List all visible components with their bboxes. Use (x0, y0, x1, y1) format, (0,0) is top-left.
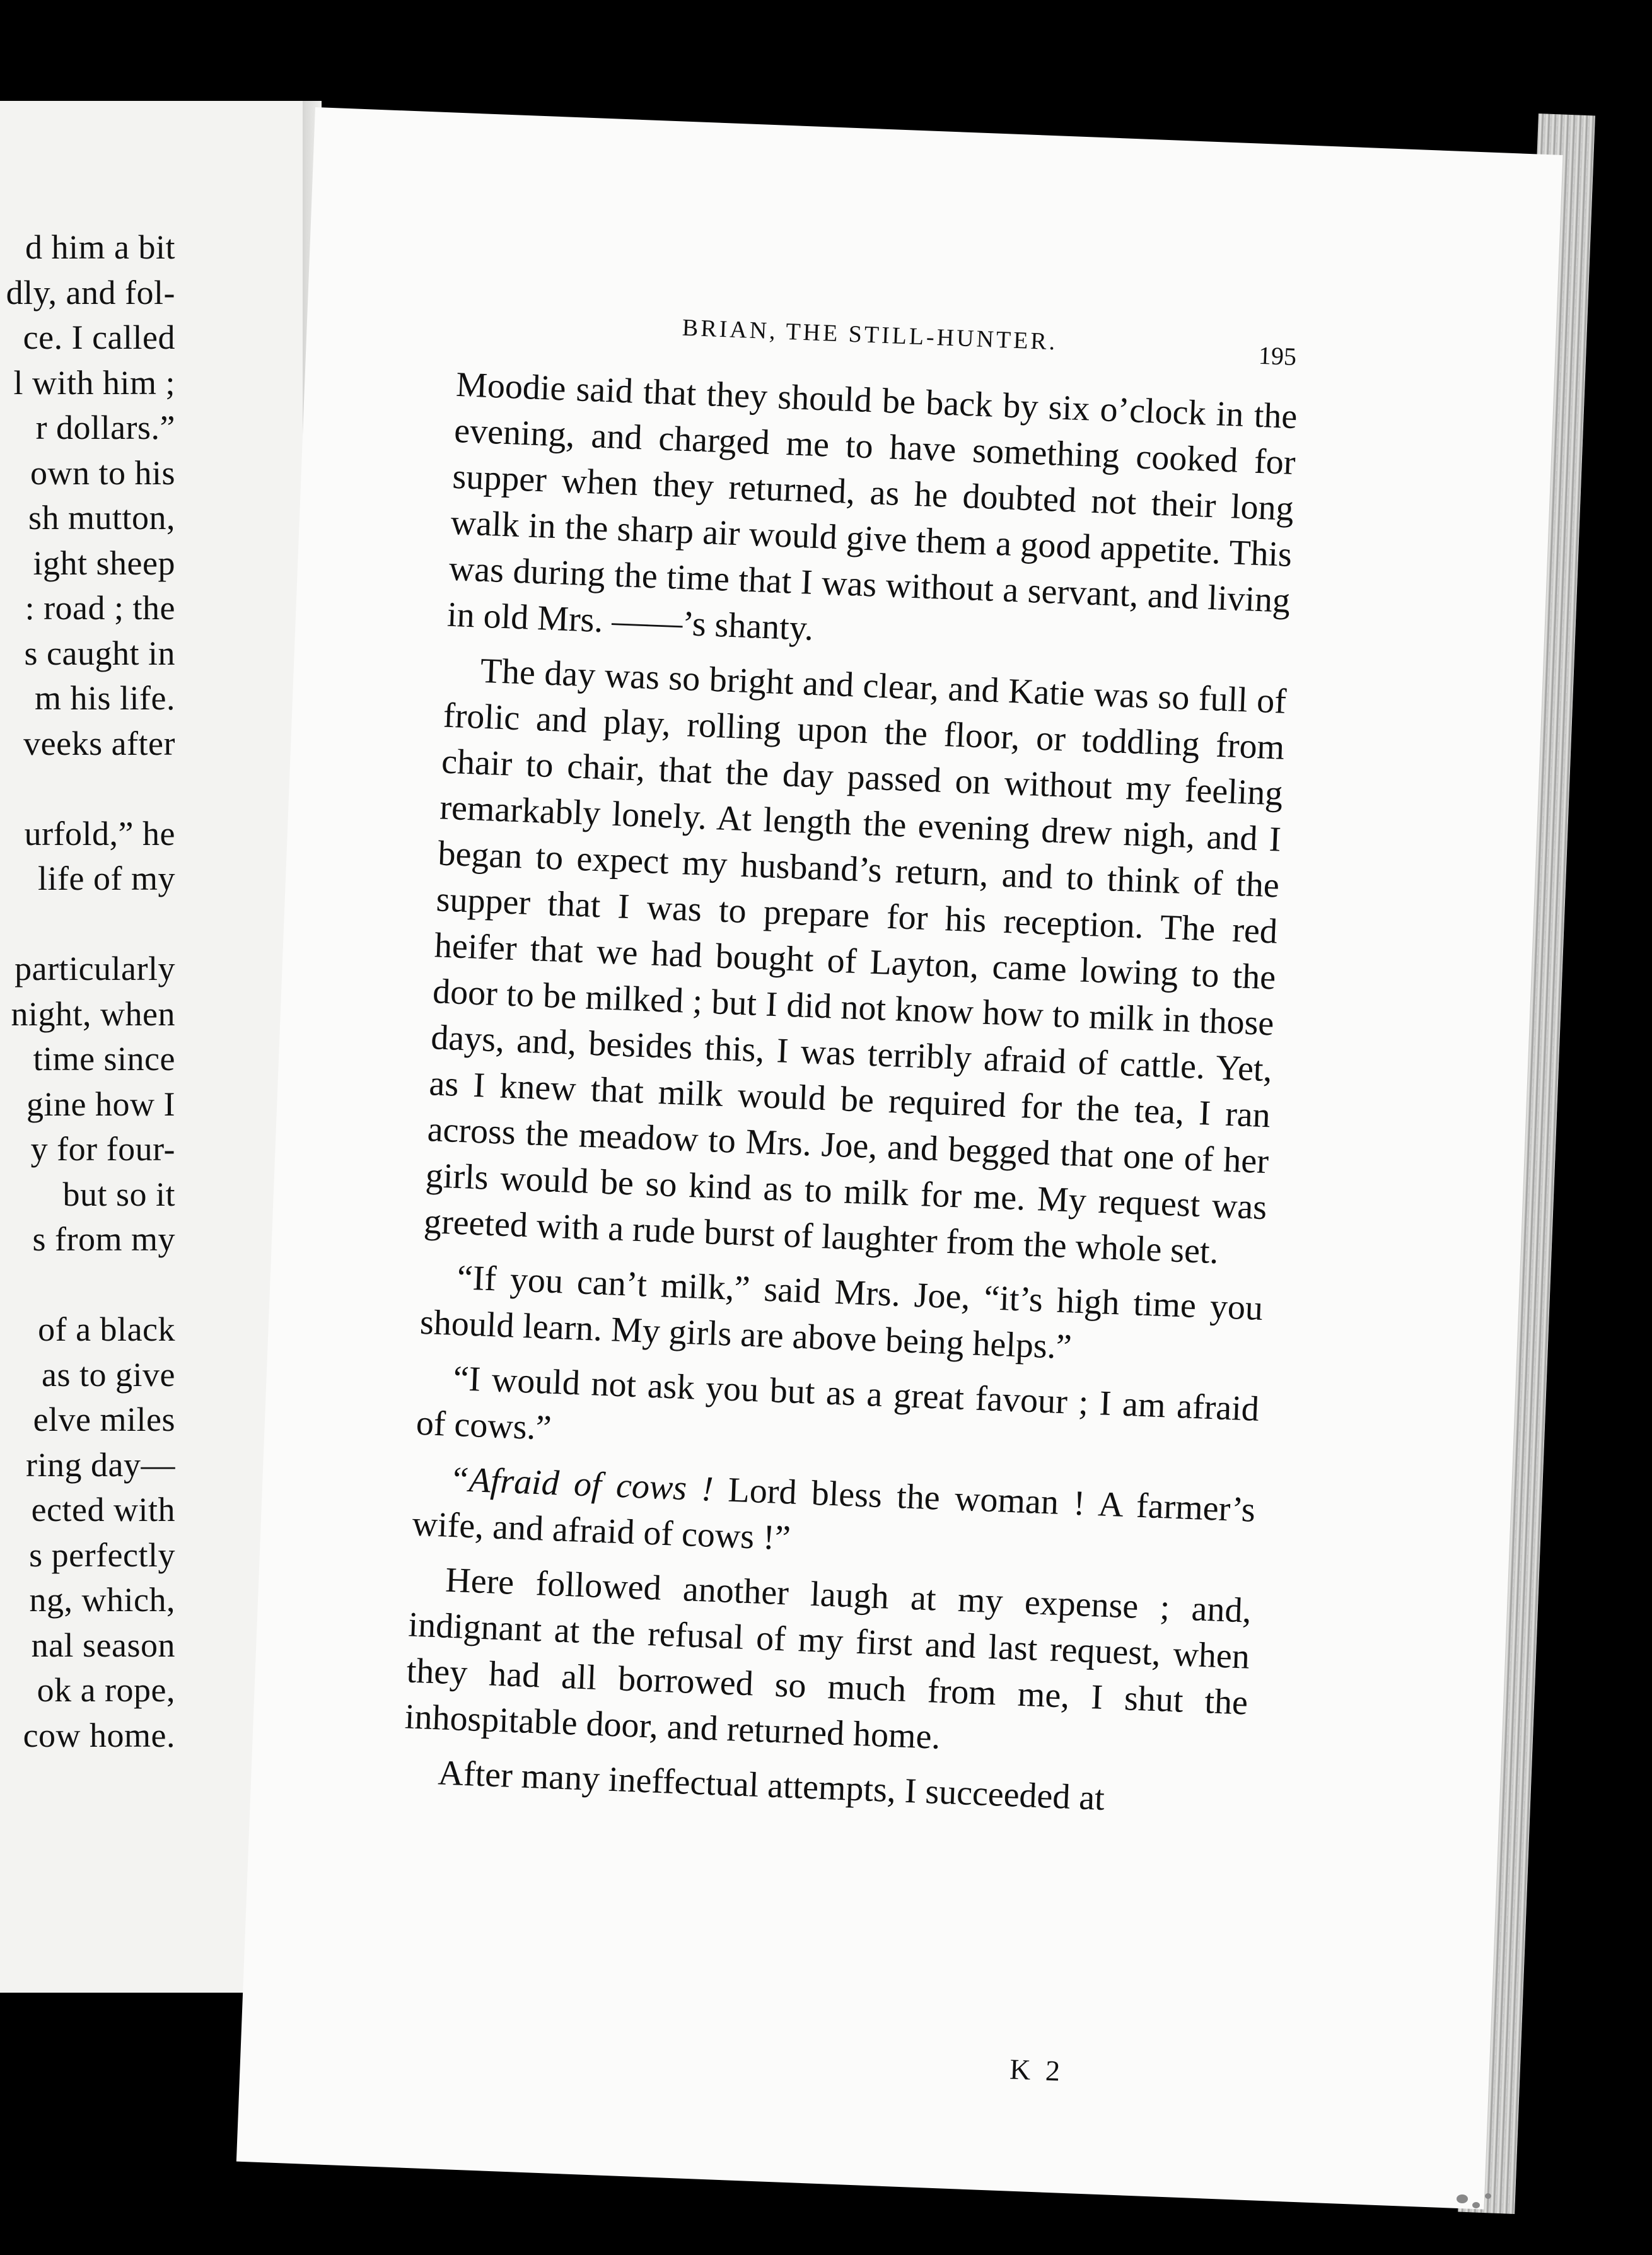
paragraph: Moodie said that they should be back by six o’clock in the evening, and charged me to have something cooked for supper when they returned, as he doubted not their long walk in the sharp air would give them a good appetite. This was during the time that I was without a servant, and living in old Mrs. ——’s shanty. (446, 364, 1298, 648)
running-head: BRIAN, THE STILL-HUNTER. (682, 314, 1058, 356)
page-number: 195 (1258, 341, 1297, 371)
paragraph: “If you can’t milk,” said Mrs. Joe, “it’s high time you should learn. My girls are above being helps.” (419, 1258, 1264, 1367)
left-page-line: gine how I (26, 1085, 175, 1123)
left-page-line: as to give (42, 1355, 175, 1394)
paragraph: After many ineffectual attempts, I succeeded at (437, 1753, 1105, 1819)
paragraph: The day was so bright and clear, and Katie was so full of frolic and play, rolling upon the floor, or toddling from chair to chair, that the day passed on without my feeling remarkably lonely. At length the evening drew nigh, and I began to expect my husband’s return, and to think of the supper that I was to prepare for his reception. The red heifer that we had bought of Layton, came lowing to the door to be milked ; but I did not know how to milk in those days, and, besides this, I was terribly afraid of cattle. Yet, as I knew that milk would be required for the tea, I ran across the meadow to Mrs. Joe, and begged that one of her girls would be so kind as to milk for me. My request was greeted with a rude burst of laughter from the whole set. (423, 651, 1288, 1272)
dust-speck (1457, 2194, 1468, 2203)
left-page-line: dly, and fol- (6, 273, 175, 312)
left-page-line: d him a bit (25, 228, 175, 266)
left-page-line: y for four- (30, 1130, 175, 1168)
left-page-line: own to his (30, 453, 175, 492)
left-page-line: ring day— (26, 1445, 175, 1484)
left-page-line: ok a rope, (37, 1671, 175, 1709)
left-page-line: cow home. (23, 1716, 175, 1754)
left-page-line: s perfectly (29, 1535, 175, 1574)
right-page (236, 107, 1563, 2210)
quote-continuation: Lord bless the woman ! A farmer’s wife, and afraid of cows !” (411, 1469, 1256, 1558)
left-page-line: s from my (32, 1220, 175, 1258)
left-page-line: : road ; the (25, 589, 175, 627)
left-page-line: ce. I called (23, 318, 175, 356)
left-page-line: s caught in (24, 634, 175, 672)
paragraph: Here followed another laugh at my expense ; and, indignant at the refusal of my first and last request, when they had all borrowed so much from me, I shut the inhospitable door, and returned home. (404, 1560, 1252, 1757)
left-page-line: m his life. (35, 679, 175, 717)
left-page-line: l with him ; (13, 363, 175, 402)
left-page-line: ected with (31, 1491, 175, 1529)
left-page-line: particularly (15, 950, 175, 988)
left-page-line: of a black (38, 1310, 175, 1348)
left-page-line: elve miles (33, 1401, 175, 1438)
left-page-line: sh mutton, (28, 499, 175, 537)
signature-mark: K 2 (1009, 2053, 1065, 2087)
left-page-line: ight sheep (33, 544, 175, 582)
left-page-line: nal season (31, 1626, 175, 1664)
italic-quote: “Afraid of cows ! (448, 1459, 714, 1509)
body-text (402, 362, 1298, 1827)
left-page-line: time since (33, 1040, 175, 1078)
left-page-line: life of my (38, 859, 175, 897)
left-page-line: r dollars.” (35, 409, 175, 446)
left-page-line: night, when (11, 994, 175, 1033)
paragraph: “I would not ask you but as a great favour ; I am afraid of cows.” (415, 1358, 1260, 1448)
left-page-line: urfold,” he (24, 814, 175, 853)
dust-speck (1472, 2202, 1480, 2208)
left-page-line: but so it (62, 1175, 175, 1213)
dust-speck (1485, 2193, 1491, 2199)
left-page-line: veeks after (23, 724, 175, 762)
left-page-line: ng, which, (29, 1581, 175, 1619)
